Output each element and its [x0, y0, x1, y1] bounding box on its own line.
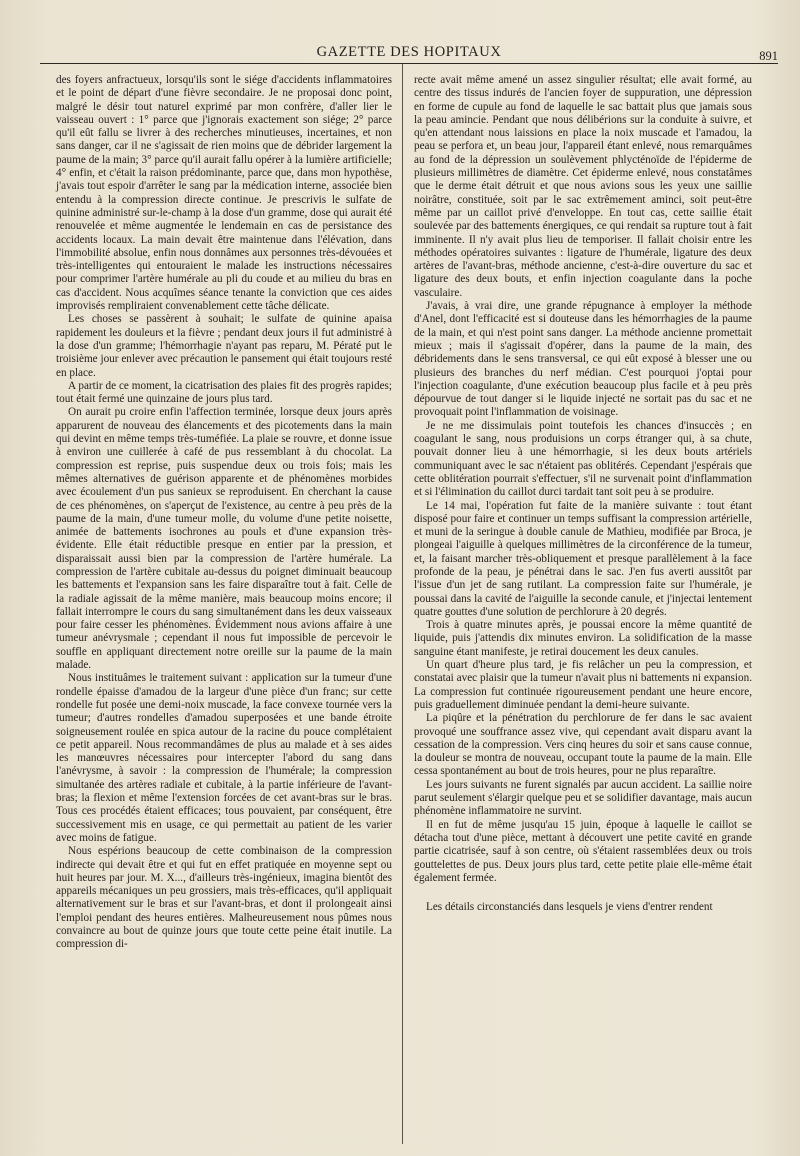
paragraph: Trois à quatre minutes après, je poussai encore la même quantité de liquide, puis j'attendis dix minutes environ. La solidification de la masse sanguine étant manifeste, je retirai doucement les deux canules. — [414, 619, 752, 658]
paragraph: On aurait pu croire enfin l'affection terminée, lorsque deux jours après apparurent de nouveau des élancements et des picotements dans la main qui devint en même temps très-tuméfiée. La plaie se rouvre, et donne issue à environ une cuillerée à café de pus ressemblant à du chocolat. La compression est reprise, puis suspendue deux ou trois fois; mais les mêmes alternatives de guérison apparente et de phénomènes morbides avec écoulement d'un pus sanieux se reproduisent. En cherchant la cause de ces phénomènes, on s'aperçut de l'existence, au centre à peu près de la paume de la main, d'une tumeur molle, du volume d'une petite noisette, animée de battements isochrones au pouls et d'une expansion très-évidente. Elle était réductible presque en entier par la pression, et disparaissait aussi bien par la compression de l'artère humérale. La compression de l'artère cubitale au-dessus du poignet diminuait beaucoup les battements et l'expansion sans les faire disparaître tout à fait. Celle de la radiale agissait de la même manière, mais beaucoup moins encore; il fallait interrompre le cours du sang simultanément dans les deux vaisseaux pour faire cesser les phénomènes. Évidemment nous avions affaire à une tumeur anévrysmale ; cependant il nous fut impossible de percevoir le souffle en appliquant directement notre oreille sur la paume de la main malade. — [56, 406, 392, 672]
paragraph: Les choses se passèrent à souhait; le sulfate de quinine apaisa rapidement les douleurs et la fièvre ; pendant deux jours il fut administré à la dose d'un gramme; l'hémorrhagie n'ayant pas reparu, M. Pératé put le troisième jour enlever avec précaution le pansement qui était toujours resté en place. — [56, 313, 392, 379]
header-rule — [40, 63, 778, 64]
paragraph: J'avais, à vrai dire, une grande répugnance à employer la méthode d'Anel, dont l'efficacité est si douteuse dans les hémorrhagies de la paume de la main, et qui n'est point sans danger. La méthode ancienne promettait mieux ; mais il s'agissait d'opérer, dans la paume de la main, des débridements dans le sens transversal, ce qui eût exposé à blesser une ou plusieurs des branches du nerf médian. C'est pourquoi j'optai pour l'injection coagulante, d'une exécution beaucoup plus facile et à peu près dépourvue de tout danger si le liquide injecté ne sortait pas du sac et ne provoquait point l'inflammation de voisinage. — [414, 300, 752, 419]
paragraph: Les détails circonstanciés dans lesquels je viens d'entrer rendent — [426, 901, 713, 914]
right-column — [414, 74, 752, 914]
paragraph: Nous instituâmes le traitement suivant : application sur la tumeur d'une rondelle épaisse d'amadou de la largeur d'une pièce d'un franc; sur cette rondelle fut posée une demi-noix muscade, la face convexe tournée vers la tumeur; d'autres rondelles d'amadou superposées et une bande étroite soigneusement roulée en spica autour de la racine du pouce complétaient ce petit appareil. Nous recommandâmes de plus au malade et à ses aides les manœuvres nécessaires pour intercepter l'abord du sang dans l'anévrysme, à savoir : la compression de l'humérale; la compression simultanée des artères radiale et cubitale, à la partie inférieure de l'avant-bras; la flexion et même l'extension forcées de cet avant-bras sur le bras. Tous ces procédés étaient efficaces; tous pouvaient, par conséquent, être successivement mis en usage, ce qui permettait au patient de les varier avec moins de fatigue. — [56, 672, 392, 844]
running-title: GAZETTE DES HOPITAUX — [316, 44, 502, 60]
paragraph: Les jours suivants ne furent signalés par aucun accident. La saillie noire parut seulement s'élargir quelque peu et se solidifier davantage, mais aucun phénomène inflammatoire ne survint. — [414, 778, 752, 818]
page-header — [40, 36, 778, 66]
left-column — [56, 74, 392, 952]
paragraph: Je ne me dissimulais point toutefois les chances d'insuccès ; en coagulant le sang, nous produisions un corps étranger qui, à sa chute, pouvait donner lieu à une hémorrhagie, si les deux bouts artériels communiquant avec le sac n'étaient pas oblitérés. Cependant j'espérais que cette oblitération pourrait s'effectuer, s'il ne survenait point d'inflammation et si l'élimination du caillot durci tardait tant soit peu à se produire. — [414, 419, 752, 499]
paragraph: A partir de ce moment, la cicatrisation des plaies fit des progrès rapides; tout était fermé une quinzaine de jours plus tard. — [56, 379, 392, 406]
paragraph: Il en fut de même jusqu'au 15 juin, époque à laquelle le caillot se détacha tout d'une pièce, mettant à découvert une petite cavité en grande partie cicatrisée, sauf à son centre, où s'étaient rassemblées deux ou trois gouttelettes de pus. Deux jours plus tard, cette petite plaie elle-même était également fermée. — [414, 818, 752, 884]
paragraph: des foyers anfractueux, lorsqu'ils sont le siége d'accidents inflammatoires et le point de départ d'une fièvre secondaire. Je ne proposai donc point, malgré le désir tout naturel exprimé par mon confrère, d'aller lier le vaisseau ouvert : 1° parce que j'ignorais exactement son siége; 2° parce qu'il eût fallu se livrer à des recherches minutieuses, incertaines, et non sans danger, car il ne s'agissait de rien moins que de débrider largement la paume de la main; 3° parce qu'il aurait fallu opérer à la lumière artificielle; 4° enfin, et c'était la raison prédominante, parce que, dans mon hypothèse, j'avais tout espoir d'arrêter le sang par la médication interne, associée bien entendu à la compression directe continue. Je prescrivis le sulfate de quinine administré sur-le-champ à la dose d'un gramme, dose qui aurait été renouvelée et même augmentée le lendemain en cas de persistance des accidents locaux. La main devait être maintenue dans l'élévation, dans l'immobilité absolue, enfin nous donnâmes aux personnes très-dévouées et très-intelligentes qui entouraient le malade les instructions nécessaires pour comprimer l'artère humérale au pli du coude et au milieu du bras en cas d'accident. Nous acquîmes séance tenante la conviction que ces aides improvisés rempliraient convenablement cette tâche délicate. — [56, 74, 392, 313]
paragraph: Un quart d'heure plus tard, je fis relâcher un peu la compression, et constatai avec plaisir que la tumeur n'avait plus ni battements ni expansion. La compression fut continuée rigoureusement pendant une heure encore, puis graduellement diminuée pendant la demi-heure suivante. — [414, 659, 752, 711]
paragraph: Nous espérions beaucoup de cette combinaison de la compression indirecte qui devait être et qui fut en effet pratiquée en moyenne sept ou huit heures par jour. M. X..., d'ailleurs très-ingénieux, imagina bientôt des appareils mécaniques un peu grossiers, mais très-efficaces, qu'il appliquait alternativement sur le bras et sur l'avant-bras, et dont il prolongeait ainsi l'emploi pendant des heures entières. Malheureusement nous pûmes nous convaincre au bout de quinze jours que toute cette peine était inutile. La compression di- — [56, 845, 392, 951]
paragraph: Le 14 mai, l'opération fut faite de la manière suivante : tout étant disposé pour faire et continuer un temps suffisant la compression artérielle, et muni de la seringue à double canule de Mathieu, modifiée par Broca, je plongeai l'aiguille à quelques millimètres de la circonférence de la tumeur, et, la faisant marcher très-obliquement et presque parallèlement à la face profonde de la peau, je pénétrai dans le sac. J'en fus averti aussitôt par l'issue d'un jet de sang rutilant. La compression faite sur l'humérale, je poussai dans la cavité de l'aiguille la seconde canule, et j'injectai lentement quatre gouttes d'une solution de perchlorure à 20 degrés. — [414, 499, 752, 618]
page-number: 891 — [759, 49, 778, 63]
paragraph: La piqûre et la pénétration du perchlorure de fer dans le sac avaient provoqué une souffrance assez vive, qui cependant avait disparu avant la cessation de la compression. Vers cinq heures du soir et sans cause connue, la douleur se montra de nouveau, occupant toute la paume de la main. Elle cessa spontanément au bout de trois heures, pour ne plus reparaître. — [414, 712, 752, 778]
column-divider — [402, 64, 403, 1144]
paragraph: recte avait même amené un assez singulier résultat; elle avait formé, au centre des tissus indurés de l'ancien foyer de suppuration, une dépression en forme de cupule au fond de laquelle le sac battait plus que jamais sous la peau amincie. Pendant que nous délibérions sur la conduite à suivre, et qu'en attendant nous laissions en place la noix muscade et l'amadou, la peau se perfora et, un beau jour, l'appareil étant enlevé, nous remarquâmes au fond de la dépression un soulèvement phlycténoïde de l'épiderme de plusieurs millimètres de diamètre. Cet épiderme enlevé, nous constatâmes que le derme était détruit et que nous avions sous les yeux une saillie noirâtre, constituée, soit par le sac extrêmement aminci, soit peut-être même par un caillot privé d'enveloppe. En tout cas, cette saillie était soulevée par des battements énergiques, ce qui rendait sa rupture tout à fait imminente. Il n'y avait plus lieu de temporiser. Il fallait choisir entre les méthodes opératoires suivantes : ligature de l'humérale, ligature des deux artères de l'avant-bras, méthode ancienne, c'est-à-dire ouverture du sac et ligature des deux bouts, et enfin injection coagulante dans la poche vasculaire. — [414, 74, 752, 299]
